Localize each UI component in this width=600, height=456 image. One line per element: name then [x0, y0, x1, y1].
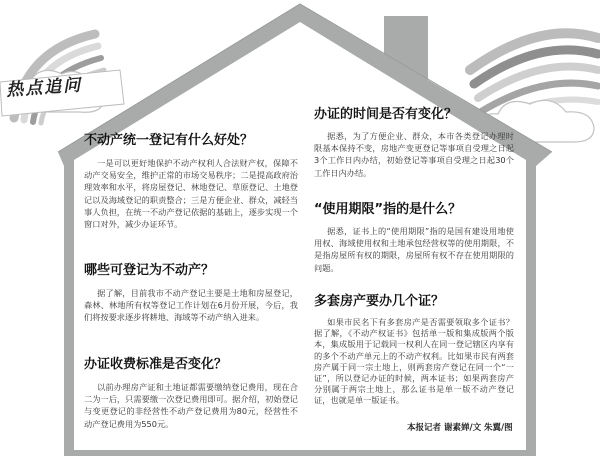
byline-credit: 本报记者 谢素婵/文 朱翼/图 [407, 423, 513, 433]
section-benefits [84, 132, 298, 230]
answer-text: 一是可以更好地保护不动产权利人合法财产权，保障不动产交易安全，维护正常的市场交易秩序；二是提高政府治理效率和水平，将房屋登记、林地登记、草原登记、土地登记以及海域登记的职责整合；三是方便企业、群众，减轻当事人负担，在统一不动产登记依据的基础上，逐步实现一个窗口对外，减少办证环节。 [84, 158, 298, 230]
question-heading: 不动产统一登记有什么好处？ [84, 133, 254, 148]
section-registrable [84, 262, 298, 324]
question-heading: 办证的时间是否有变化？ [314, 107, 458, 122]
answer-text: 据悉，证书上的“使用期限”指的是国有建设用地使用权、海域使用权和土地承包经营权等的使用期限，不是指房屋所有权的期限，房屋所有权不存在使用期限的问题。 [314, 226, 514, 273]
section-usage-period [314, 201, 514, 274]
question-heading: 哪些可登记为不动产？ [84, 263, 215, 278]
question-heading: 办证收费标准是否变化？ [84, 357, 228, 372]
answer-text: 如果市民名下有多套房产是否需要领取多个证书？据了解，《不动产权证书》包括单一版和集成版两个版本，集成版用于记载同一权利人在同一登记辖区内享有的多个不动产单元上的不动产权利。比如果市民有两套房产属于同一宗土地上，则两套房产登记在同一个“一证”，所以登记办证的时候，两本证书；如果两套房产分别属于两宗土地上，那么证书是单一版不动产登记证，也就是单一版证书。 [314, 317, 514, 406]
question-heading: “使用期限”指的是什么？ [314, 202, 462, 217]
section-multiple-properties [314, 293, 514, 407]
section-fees [84, 356, 298, 430]
answer-text: 据悉，为了方便企业、群众，本市各类登记办理时限基本保持不变，房地产变更登记等事项自受理之日起3个工作日内办结，初始登记等事项自受理之日起30个工作日内办结。 [314, 131, 514, 178]
hot-topic-tag: 热点追问 [5, 75, 83, 101]
answer-text: 据了解，目前我市不动产登记主要是土地和房屋登记，森林、林地所有权等登记工作计划在6月份开展，今后，我们将按要求逐步将耕地、海域等不动产纳入进来。 [84, 288, 298, 323]
answer-text: 以前办理房产证和土地证都需要缴纳登记费用，现在合二为一后，只需要缴一次登记费用即可。据介绍，初始登记与变更登记的非经营性不动产登记费用为80元，经营性不动产登记费用为550元。 [84, 382, 298, 429]
question-heading: 多套房产要办几个证？ [314, 294, 445, 309]
section-processing-time [314, 106, 514, 179]
